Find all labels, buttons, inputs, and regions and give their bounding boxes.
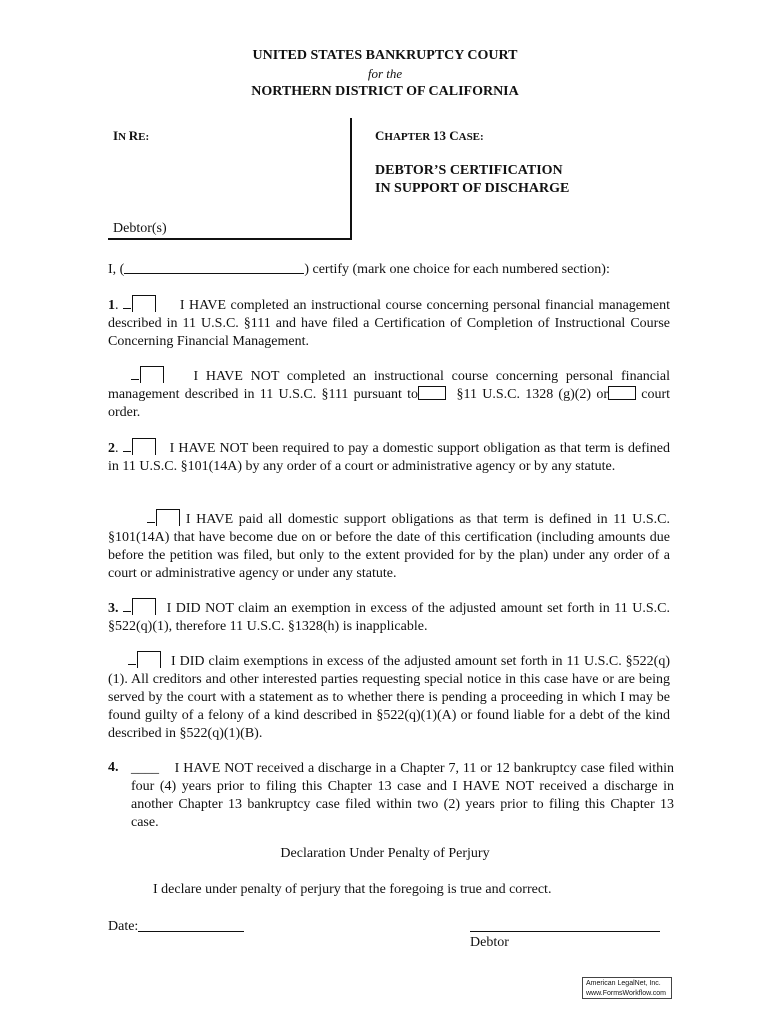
section-1a-checkbox[interactable]: [132, 295, 156, 312]
signature-line[interactable]: [470, 931, 660, 932]
section-4-text: I HAVE NOT received a discharge in a Chapter 7, 11 or 12 bankruptcy case filed within four (4) years prior to filing this Chapter 13 case and I HAVE NOT received a discharge in another Chapter 13 bankruptcy case filed within two (2) years prior to filing this Chapter 13 case.: [131, 761, 675, 830]
chapter-label: [375, 128, 484, 144]
date-field[interactable]: [138, 917, 244, 932]
in-re-i: I: [113, 128, 119, 143]
publisher-stamp: [582, 977, 672, 999]
declaration-statement: I declare under penalty of perjury that the foregoing is true and correct.: [153, 882, 552, 897]
section-2a-text: I HAVE NOT been required to pay a domestic support obligation as that term is defined in 11 U.S.C. §101(14A) by any order of a court or administrative agency or by any statute.: [108, 441, 671, 474]
date-row: [108, 917, 244, 935]
document-title-line1: DEBTOR’S CERTIFICATION: [375, 163, 563, 178]
checkbox-underline: [131, 379, 139, 380]
chapter-hapter: HAPTER: [384, 131, 433, 143]
section-1b-text-c: court order.: [108, 387, 671, 420]
section-1b-text-b: §11 U.S.C. 1328 (g)(2) or: [456, 387, 608, 402]
caption-horizontal-rule: [108, 238, 352, 240]
section-3a: [108, 598, 670, 636]
document-title-line2: IN SUPPORT OF DISCHARGE: [375, 181, 570, 196]
court-district: NORTHERN DISTRICT OF CALIFORNIA: [251, 84, 519, 99]
section-1a-text: I HAVE completed an instructional course concerning personal financial management described in 11 U.S.C. §111 and have filed a Certification of Completion of Instructional Course Concerning Financial Management.: [108, 298, 671, 349]
declaration-heading: Declaration Under Penalty of Perjury: [280, 846, 490, 861]
case-ase: ASE:: [458, 131, 484, 143]
in-re-r: R: [128, 128, 139, 143]
case-c: C: [449, 128, 459, 143]
section-3b-checkbox[interactable]: [137, 651, 161, 668]
section-3-number: 3.: [108, 601, 119, 616]
signature-label: Debtor: [470, 935, 509, 950]
section-2b-checkbox[interactable]: [156, 509, 180, 526]
publisher-name: American LegalNet, Inc.: [586, 980, 661, 987]
section-4-number: 4.: [108, 760, 119, 775]
section-2a-checkbox[interactable]: [132, 438, 156, 455]
section-3a-text: I DID NOT claim an exemption in excess of the adjusted amount set forth in 11 U.S.C. §522(q)(1), therefore 11 U.S.C. §1328(h) is inapplicable.: [108, 601, 671, 634]
court-name: UNITED STATES BANKRUPTCY COURT: [252, 48, 518, 63]
section-1-dot: .: [115, 298, 123, 313]
checkbox-underline: [123, 611, 131, 612]
section-3b: [108, 651, 670, 743]
section-2b: [108, 509, 670, 583]
intro-line: [108, 260, 610, 278]
section-2-dot: .: [115, 441, 123, 456]
in-re-n: N: [118, 131, 129, 143]
checkbox-underline: [128, 664, 136, 665]
section-4-blank[interactable]: ____: [131, 761, 159, 776]
intro-prefix: I, (: [108, 262, 125, 277]
section-4: [131, 760, 674, 832]
checkbox-underline: [123, 451, 131, 452]
date-label: Date:: [108, 919, 139, 934]
section-1b-text-a: I HAVE NOT completed an instructional course concerning personal financial management described in 11 U.S.C. §111 pursuant to: [108, 369, 670, 402]
in-re-label: [113, 128, 149, 144]
publisher-url: www.FormsWorkflow.com: [586, 990, 666, 997]
caption-vertical-rule: [350, 118, 352, 240]
section-2-number: 2: [108, 441, 115, 456]
section-3a-checkbox[interactable]: [132, 598, 156, 615]
section-2b-text: I HAVE paid all domestic support obligations as that term is defined in 11 U.S.C. §101(14A) that have become due on or before the date of this certification (including amounts due before the petition was filed, but only to the extent provided for by the plan) under any order of a court or administrative agency or under any statute.: [108, 512, 670, 581]
court-for: for the: [367, 66, 403, 81]
section-1a: [108, 295, 670, 351]
checkbox-underline: [123, 308, 131, 309]
chapter-13: 13: [432, 128, 450, 143]
chapter-c: C: [375, 128, 385, 143]
section-1b-court-order-checkbox[interactable]: [608, 386, 636, 400]
in-re-e: E:: [138, 131, 150, 143]
section-1b: [108, 366, 670, 422]
section-1b-checkbox[interactable]: [140, 366, 164, 383]
section-1b-statute-checkbox[interactable]: [418, 386, 446, 400]
debtor-name-field[interactable]: [124, 260, 304, 274]
checkbox-underline: [147, 522, 155, 523]
section-2a: [108, 438, 670, 476]
intro-suffix: ) certify (mark one choice for each numbered section):: [304, 262, 610, 277]
section-1-number: 1: [108, 298, 115, 313]
debtors-label: Debtor(s): [113, 221, 167, 236]
section-3b-text: I DID claim exemptions in excess of the adjusted amount set forth in 11 U.S.C. §522(q)(1). All creditors and other interested parties requesting special notice in this case have or are being served by the court with a statement as to whether there is pending a proceeding in which I may be found guilty of a felony of a kind described in §522(q)(1)(A) or found liable for a debt of the kind described in §522(q)(1)(B).: [108, 654, 671, 741]
